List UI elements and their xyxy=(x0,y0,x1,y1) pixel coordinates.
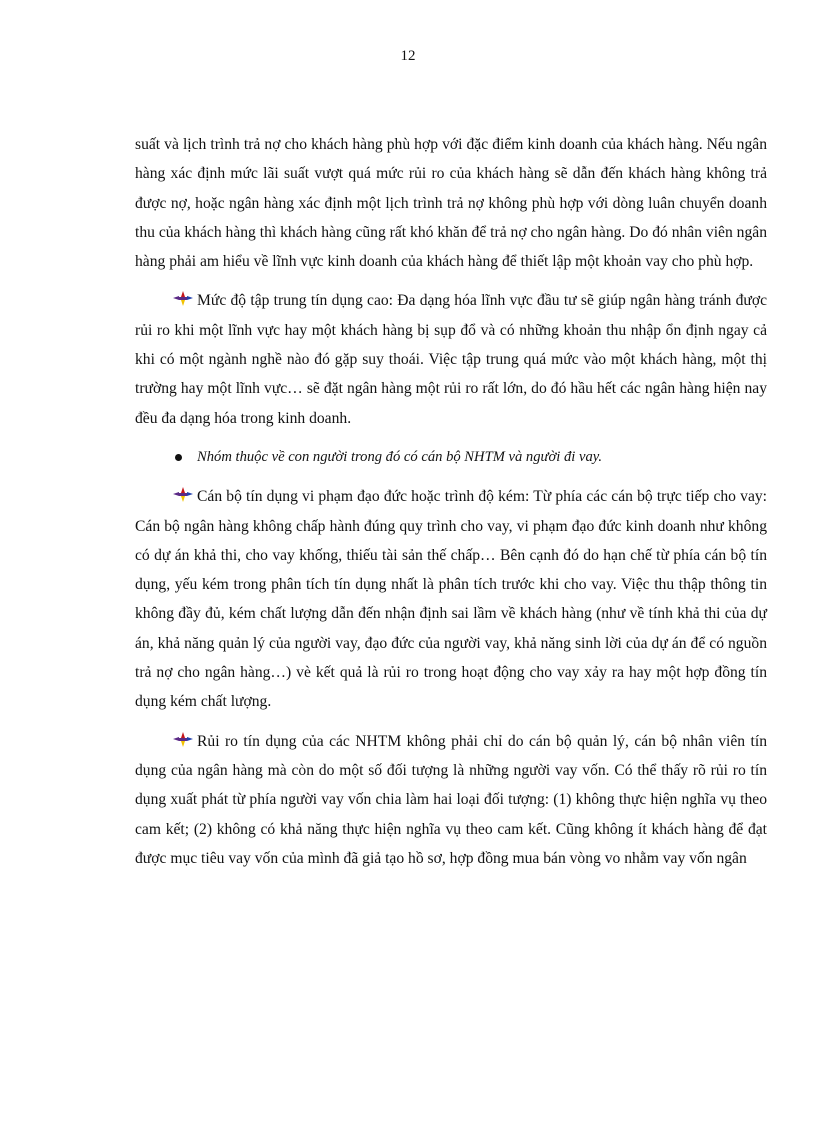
paragraph-2-text: Mức độ tập trung tín dụng cao: Đa dạng hóa lĩnh vực đầu tư sẽ giúp ngân hàng tránh được rủi ro khi một lĩnh vực hay một khách hàng bị sụp đổ và có những khoản thu nhập ổn định ngay cả khi có một ngành nghề nào đó gặp suy thoái. Việc tập trung quá mức vào một khách hàng, một thị trường hay một lĩnh vực… sẽ đặt ngân hàng một rủi ro rất lớn, do đó hầu hết các ngân hàng hiện nay đều đa dạng hóa trong kinh doanh. xyxy=(135,292,767,427)
paragraph-3 xyxy=(135,482,767,716)
bullet-item-text: Nhóm thuộc về con người trong đó có cán bộ NHTM và người đi vay. xyxy=(197,448,603,465)
paragraph-1: suất và lịch trình trả nợ cho khách hàng phù hợp với đặc điểm kinh doanh của khách hàng. Nếu ngân hàng xác định mức lãi suất vượt quá mức rủi ro của khách hàng sẽ dẫn đến khách hàng không trả được nợ, hoặc ngân hàng xác định một lịch trình trả nợ không phù hợp với dòng luân chuyển doanh thu của khách hàng thì khách hàng cũng rất khó khăn để trả nợ cho ngân hàng. Do đó nhân viên ngân hàng phải am hiểu về lĩnh vực kinh doanh của khách hàng để thiết lập một khoản vay cho phù hợp. xyxy=(135,136,767,271)
paragraph-3-text: Cán bộ tín dụng vi phạm đạo đức hoặc trình độ kém: Từ phía các cán bộ trực tiếp cho vay: Cán bộ ngân hàng không chấp hành đúng quy trình cho vay, vi phạm đạo đức kinh doanh như không có dự án khả thi, cho vay khống, thiếu tài sản thế chấp… Bên cạnh đó do hạn chế từ phía cán bộ tín dụng, yếu kém trong phân tích tín dụng nhất là phân tích trước khi cho vay. Việc thu thập thông tin không đầy đủ, kém chất lượng dẫn đến nhận định sai lầm về khách hàng (như về tính khả thi của dự án, khả năng quản lý của người vay, đạo đức của người vay, khả năng sinh lời của dự án để có nguồn trả nợ cho ngân hàng…) vè kết quả là rủi ro trong hoạt động cho vay xảy ra hay một hợp đồng tín dụng kém chất lượng. xyxy=(135,488,767,711)
four-arrows-bullet-icon xyxy=(173,732,193,747)
bullet-item xyxy=(135,443,767,472)
paragraph-4 xyxy=(135,727,767,873)
filled-circle-bullet-icon xyxy=(175,454,182,461)
paragraph-2 xyxy=(135,286,767,432)
four-arrows-bullet-icon xyxy=(173,291,193,306)
four-arrows-bullet-icon xyxy=(173,487,193,502)
page-number: 12 xyxy=(400,48,416,64)
paragraph-4-text: Rủi ro tín dụng của các NHTM không phải chỉ do cán bộ quản lý, cán bộ nhân viên tín dụng của ngân hàng mà còn do một số đối tượng là những người vay vốn. Có thể thấy rõ rủi ro tín dụng xuất phát từ phía người vay vốn chia làm hai loại đối tượng: (1) không thực hiện nghĩa vụ theo cam kết; (2) không có khả năng thực hiện nghĩa vụ theo cam kết. Cũng không ít khách hàng để đạt được mục tiêu vay vốn của mình đã giả tạo hồ sơ, hợp đồng mua bán vòng vo nhằm vay vốn ngân xyxy=(135,732,767,867)
document-body xyxy=(135,130,767,883)
